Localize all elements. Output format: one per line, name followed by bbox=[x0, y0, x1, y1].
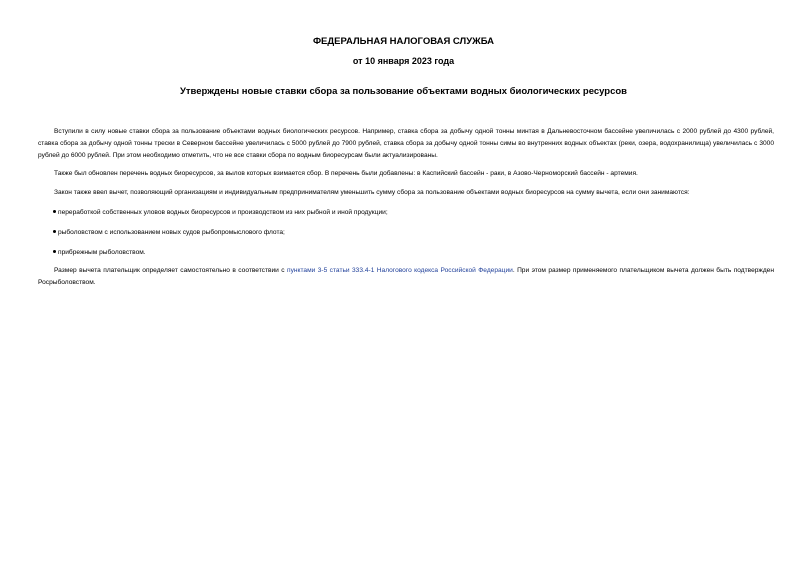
paragraph-text-after-link: . При этом размер применяемого плательщиком вычета должен быть подтвержден Росрыболовством. bbox=[38, 267, 774, 287]
bullet-icon bbox=[53, 210, 56, 213]
list-item bbox=[38, 227, 774, 239]
list-item-text: рыболовством с использованием новых судов рыбопромыслового флота; bbox=[58, 228, 285, 236]
tax-code-link[interactable]: пунктами 3-5 статьи 333.4-1 Налогового кодекса Российской Федерации bbox=[287, 267, 513, 275]
paragraph-rates: Вступили в силу новые ставки сбора за пользование объектами водных биологических ресурсов. Например, ставка сбора за добычу одной тонны минтая в Дальневосточном бассейне увеличилась с 2000 рублей до 4300 рублей, ставка сбора за добычу одной тонны трески в Северном бассейне увеличилась с 5000 рублей до 7900 рублей, ставка сбора за добычу одной тонны симы во внутренних водных объектах (реки, озера, водохранилища) увеличилась с 3000 рублей до 6000 рублей. При этом необходимо отметить, что не все ставки сбора по водным биоресурсам были актуализированы. bbox=[38, 128, 774, 159]
document-body bbox=[38, 126, 774, 289]
list-item-text: прибрежным рыболовством. bbox=[58, 248, 146, 256]
organization-name: ФЕДЕРАЛЬНАЯ НАЛОГОВАЯ СЛУЖБА bbox=[312, 36, 495, 47]
list-item bbox=[38, 207, 774, 219]
paragraph-text-before-link: Размер вычета плательщик определяет самостоятельно в соответствии с bbox=[54, 267, 288, 275]
list-item bbox=[38, 247, 774, 259]
bullet-icon bbox=[53, 230, 56, 233]
paragraph-deduction-amount bbox=[38, 265, 774, 289]
paragraph-deduction: Закон также ввел вычет, позволяющий организациям и индивидуальным предпринимателям уменьшить сумму сбора за пользование объектами водных биоресурсов на сумму вычета, если они занимаются: bbox=[54, 189, 690, 197]
list-item-text: переработкой собственных уловов водных биоресурсов и производством из них рыбной и иной продукции; bbox=[58, 208, 388, 216]
bullet-icon bbox=[53, 250, 56, 253]
document-date: от 10 января 2023 года bbox=[352, 56, 455, 66]
paragraph-species-list: Также был обновлен перечень водных биоресурсов, за вылов которых взимается сбор. В перечень были добавлены: в Каспийский бассейн - раки, в Азово-Черноморский бассейн - артемия. bbox=[54, 170, 638, 178]
document-title: Утверждены новые ставки сбора за пользование объектами водных биологических ресурсов bbox=[179, 86, 628, 97]
